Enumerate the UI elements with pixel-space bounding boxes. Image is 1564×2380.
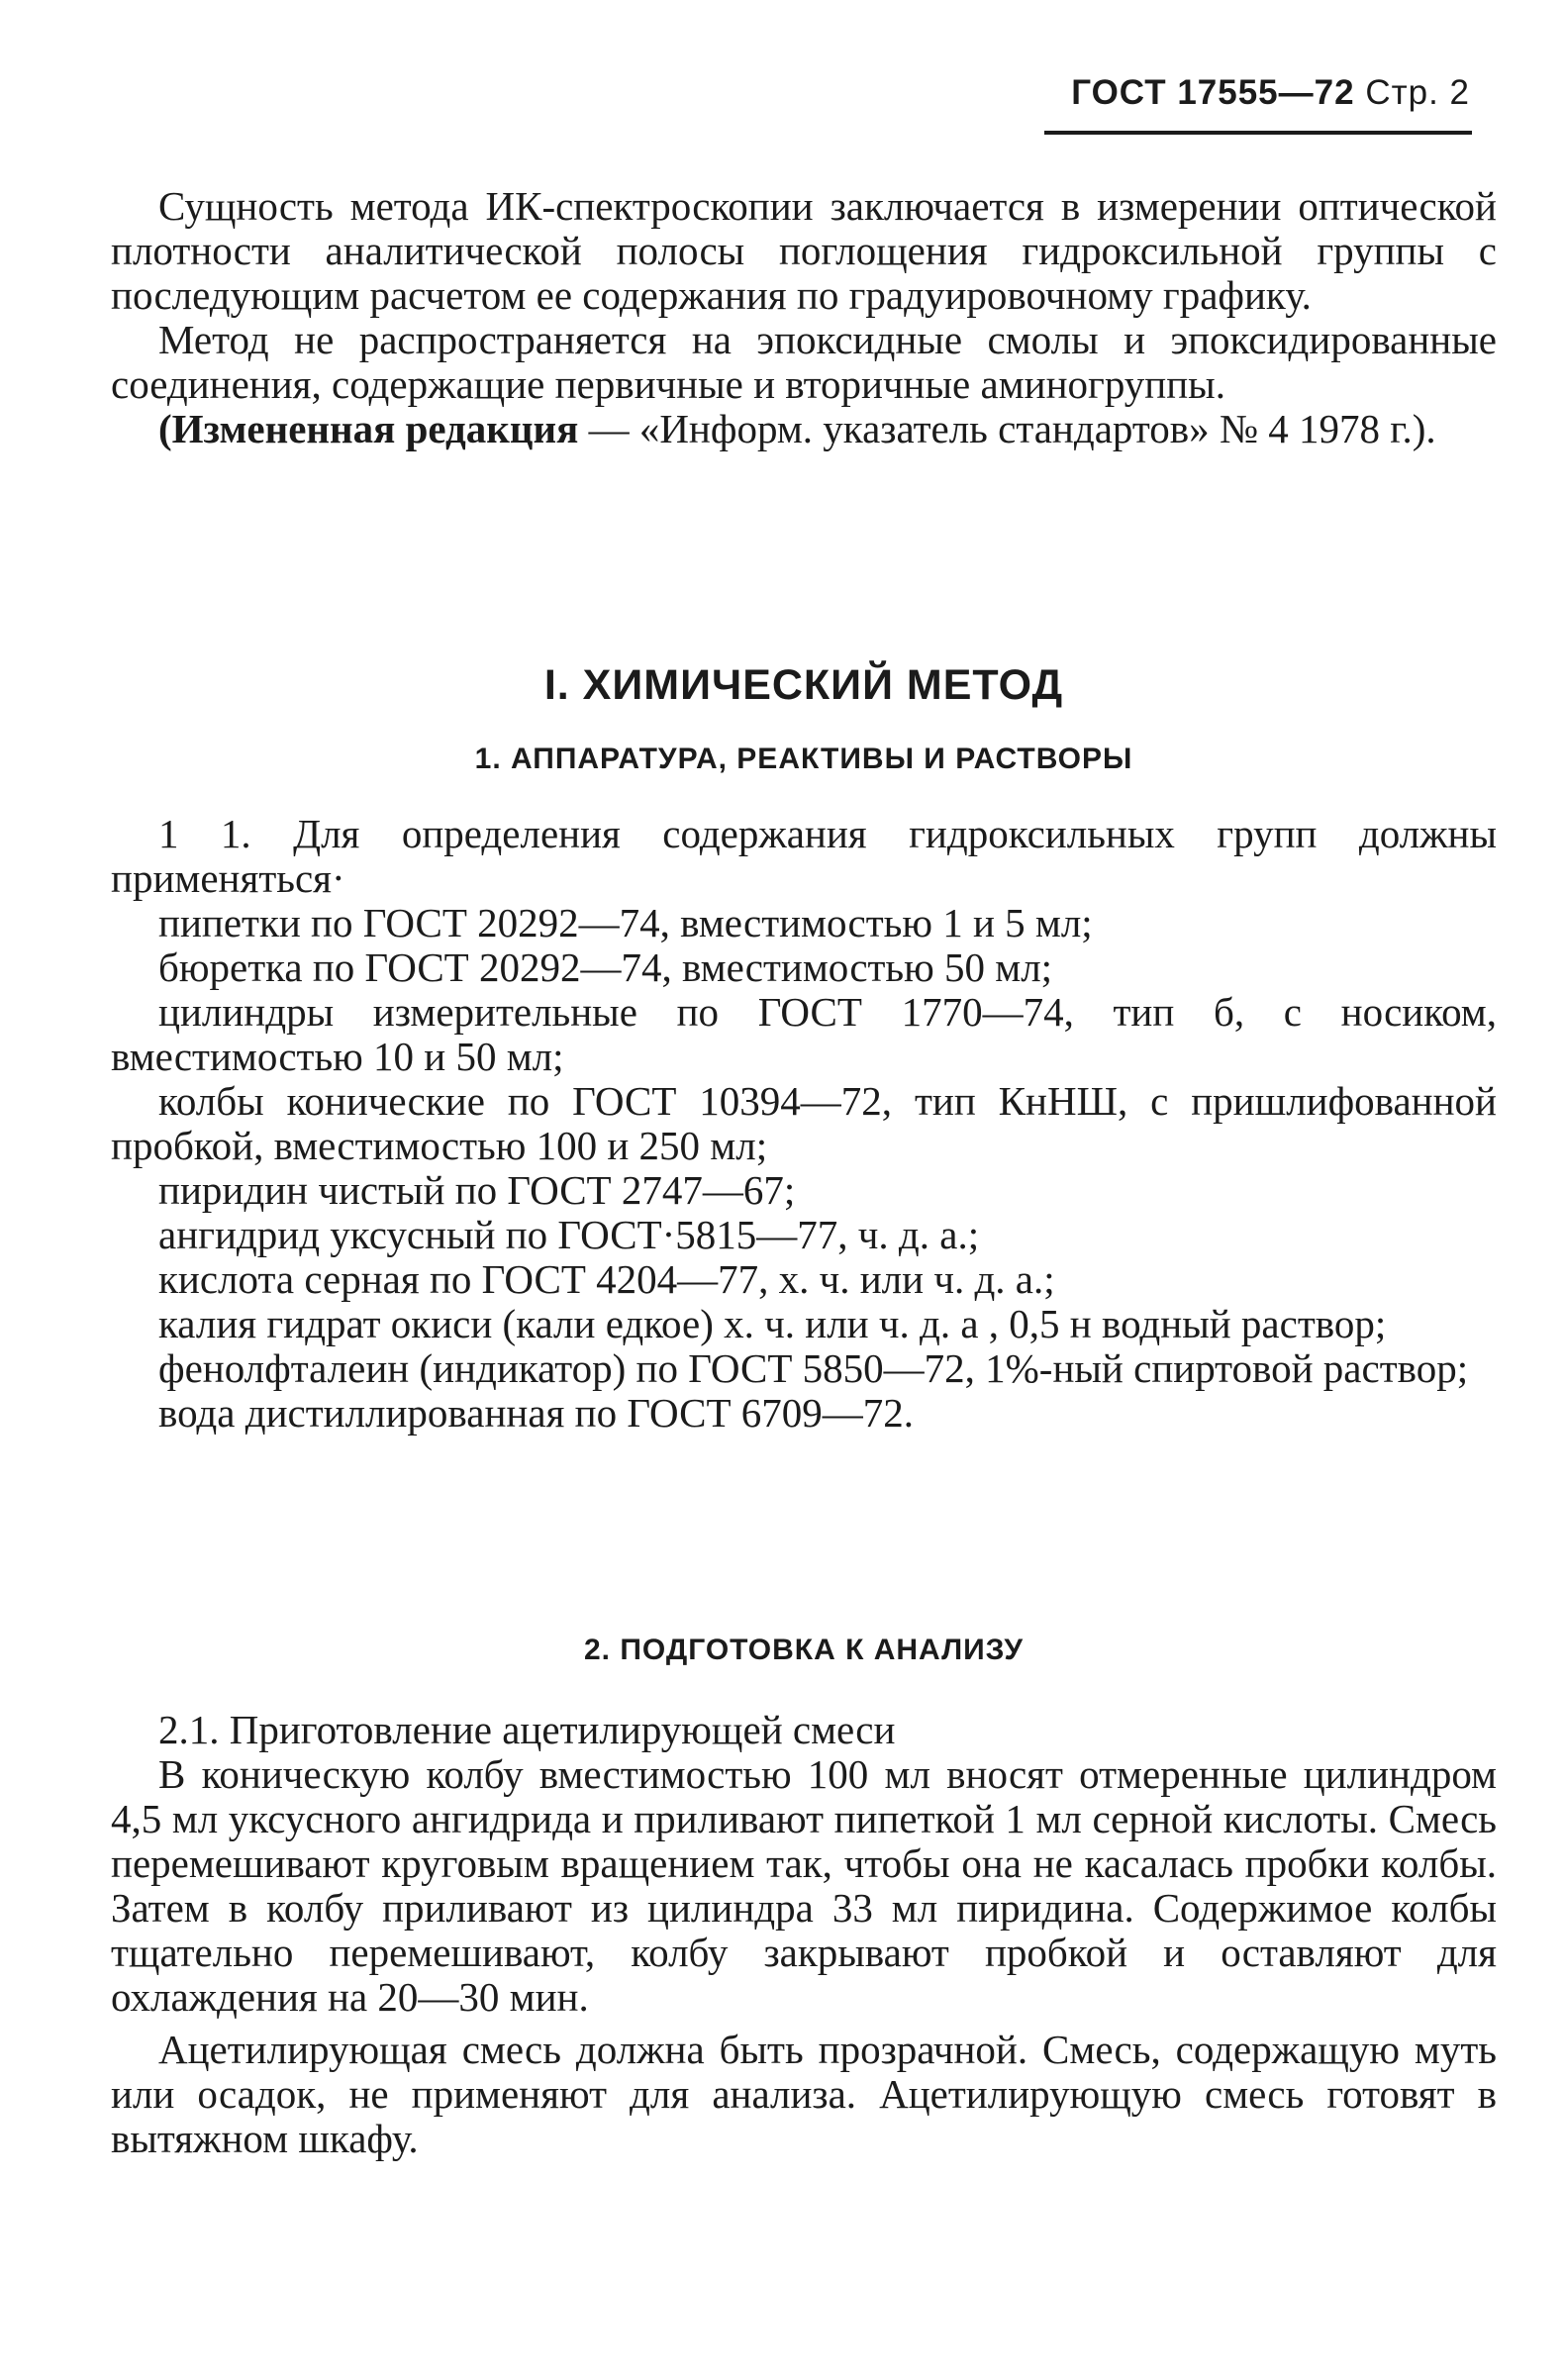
intro-paragraph-2: Метод не распространяется на эпоксидные смолы и эпоксидированные соединения, содержащие первичные и вторичные аминогруппы. — [111, 317, 1497, 407]
section-1-lead: 1 1. Для определения содержания гидроксильных групп должны применяться· — [111, 811, 1497, 901]
reagent-item: пиридин чистый по ГОСТ 2747—67; — [158, 1167, 796, 1213]
reagent-item: кислота серная по ГОСТ 4204—77, х. ч. или ч. д. а.; — [158, 1256, 1055, 1302]
apparatus-item: цилиндры измерительные по ГОСТ 1770—74, тип б, с носиком, вместимостью 10 и 50 мл; — [111, 989, 1497, 1079]
section-2-paragraph-1: В коническую колбу вместимостью 100 мл вносят отмеренные цилиндром 4,5 мл уксусного ангидрида и приливают пипеткой 1 мл серной кислоты. Смесь перемешивают круговым вращением так, чтобы она не касалась пробки колбы. Затем в колбу приливают из цилиндра 33 мл пиридина. Содержимое колбы тщательно перемешивают, колбу закрывают пробкой и оставляют для охлаждения на 20—30 мин. — [111, 1751, 1497, 2020]
amendment-label: (Измененная редакция — [158, 406, 579, 451]
apparatus-item: пипетки по ГОСТ 20292—74, вместимостью 1 и 5 мл; — [158, 900, 1093, 945]
intro-paragraph-3 — [111, 407, 1497, 451]
section-2-paragraph-2: Ацетилирующая смесь должна быть прозрачной. Смесь, содержащую муть или осадок, не применяют для анализа. Ацетилирующую смесь готовят в вытяжном шкафу. — [111, 2027, 1497, 2161]
page-header — [1044, 73, 1470, 113]
section-1-body — [111, 812, 1497, 1436]
standard-number: ГОСТ 17555—72 — [1071, 73, 1355, 112]
header-rule — [1044, 131, 1472, 135]
section-1-title: I. ХИМИЧЕСКИЙ МЕТОД — [543, 661, 1064, 709]
reagent-item: вода дистиллированная по ГОСТ 6709—72. — [158, 1390, 915, 1436]
apparatus-item: колбы конические по ГОСТ 10394—72, тип КнНШ, с пришлифованной пробкой, вместимостью 100 и 250 мл; — [111, 1078, 1497, 1168]
amendment-text: — «Информ. указатель стандартов» № 4 1978 г.). — [578, 406, 1436, 451]
apparatus-item: бюретка по ГОСТ 20292—74, вместимостью 50 мл; — [158, 944, 1053, 990]
intro-paragraph-1: Сущность метода ИК-спектроскопии заключается в измерении оптической плотности аналитической полосы поглощения гидроксильной группы с последующим расчетом ее содержания по градуировочному графику. — [111, 183, 1497, 318]
section-2-body — [111, 1708, 1497, 2161]
page-number: Стр. 2 — [1365, 73, 1470, 112]
reagent-item: калия гидрат окиси (кали едкое) х. ч. или ч. д. а , 0,5 н водный раствор; — [158, 1301, 1387, 1346]
intro-block — [111, 184, 1497, 451]
section-1-subtitle: 1. АППАРАТУРА, РЕАКТИВЫ И РАСТВОРЫ — [474, 743, 1133, 775]
section-2-title: 2. ПОДГОТОВКА К АНАЛИЗУ — [584, 1634, 1024, 1666]
reagent-item: ангидрид уксусный по ГОСТ·5815—77, ч. д. а.; — [158, 1212, 980, 1257]
reagent-item: фенолфталеин (индикатор) по ГОСТ 5850—72, 1%-ный спиртовой раствор; — [158, 1345, 1469, 1391]
subsection-2-1-title: 2.1. Приготовление ацетилирующей смеси — [158, 1707, 896, 1752]
